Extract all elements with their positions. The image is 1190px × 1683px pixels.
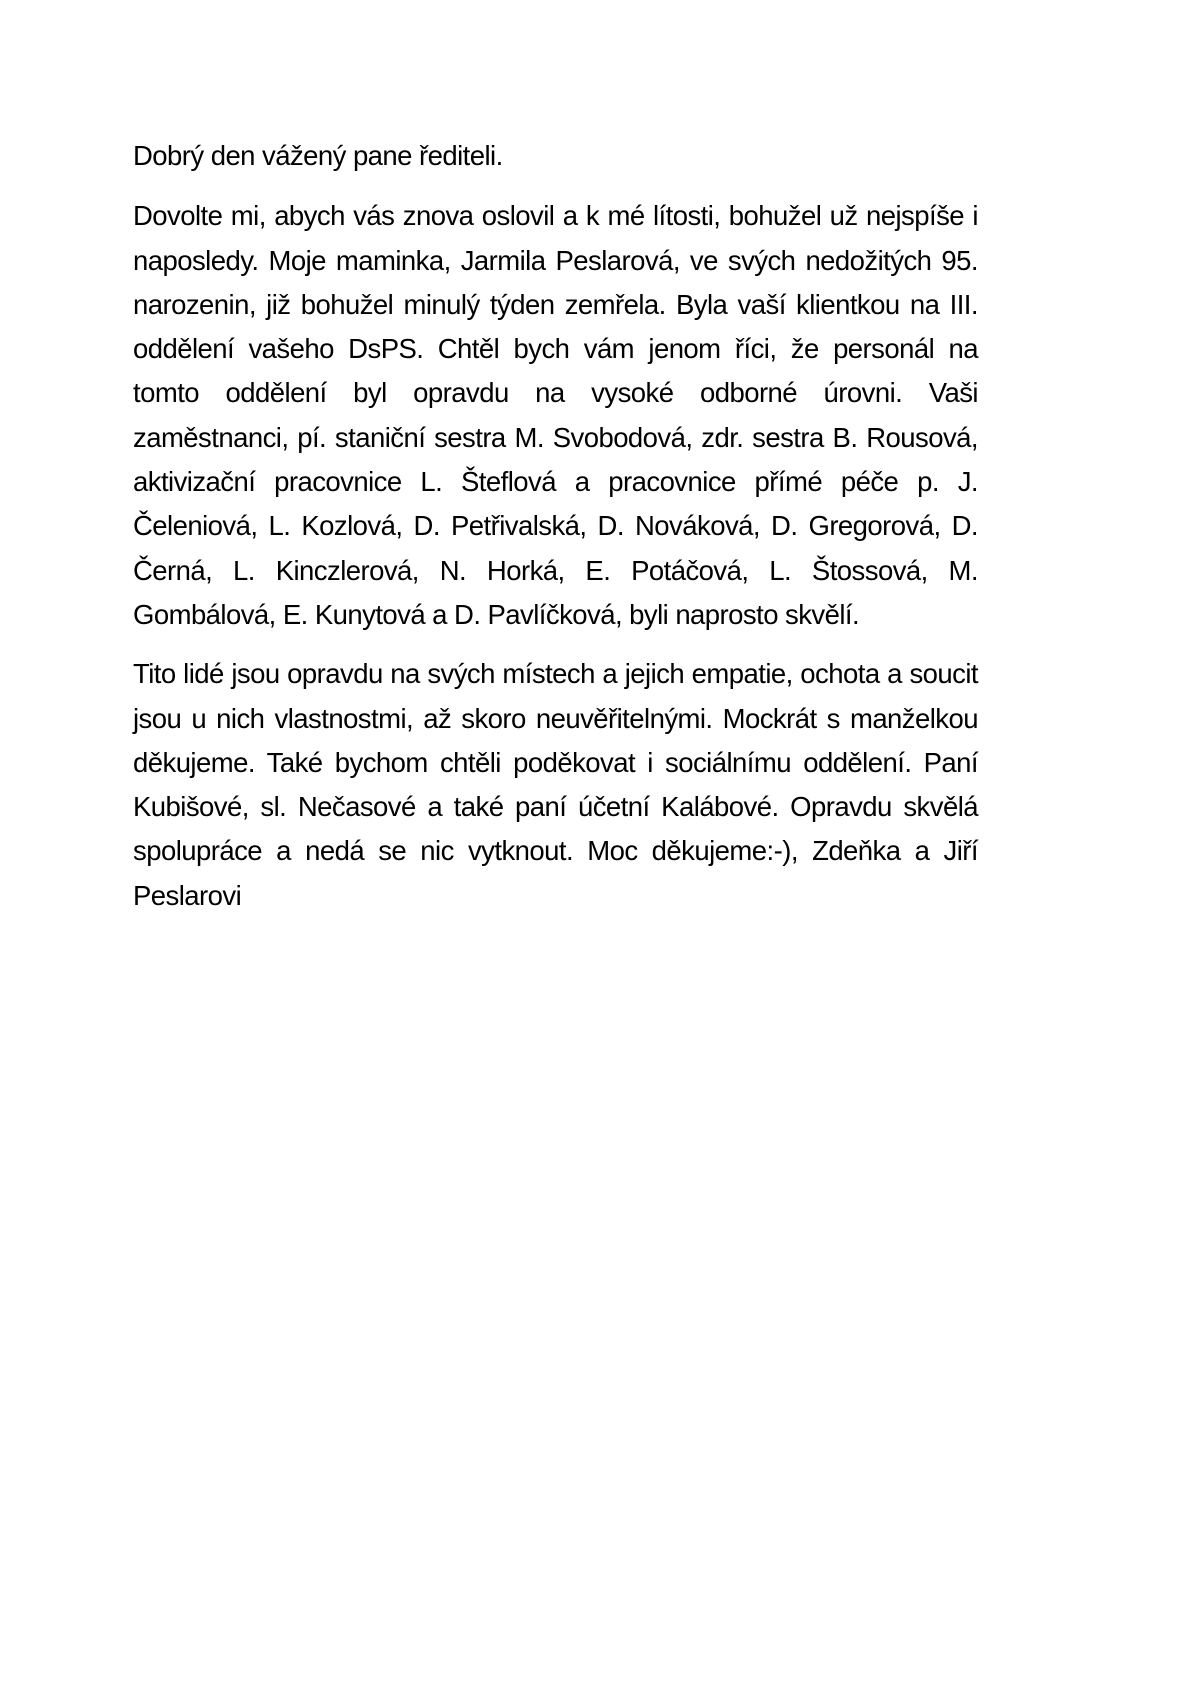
paragraph-staff-thanks: Dovolte mi, abych vás znova oslovil a k mé lítosti, bohužel už nejspíše i naposledy. Moje maminka, Jarmila Peslarová, ve svých nedožitých 95. narozenin, již bohužel minulý týden zemřela. Byla vaší klientkou na III. oddělení vašeho DsPS. Chtěl bych vám jenom říci, že personál na tomto oddělení byl opravdu na vysoké odborné úrovni. Vaši zaměstnanci, pí. staniční sestra M. Svobodová, zdr. sestra B. Rousová, aktivizační pracovnice L. Šteflová a pracovnice přímé péče p. J. Čeleniová, L. Kozlová, D. Petřivalská, D. Nováková, D. Gregorová, D. Černá, L. Kinczlerová, N. Horká, E. Potáčová, L. Štossová, M. Gombálová, E. Kunytová a D. Pavlíčková, byli naprosto skvělí.: [133, 200, 978, 630]
letter-body: [133, 134, 978, 933]
greeting: Dobrý den vážený pane řediteli.: [133, 140, 503, 171]
paragraph-closing: Tito lidé jsou opravdu na svých místech a jejich empatie, ochota a soucit jsou u nich vlastnostmi, až skoro neuvěřitelnými. Mockrát s manželkou děkujeme. Také bychom chtěli poděkovat i sociálnímu oddělení. Paní Kubišové, sl. Nečasové a také paní účetní Kalábové. Opravdu skvělá spolupráce a nedá se nic vytknout. Moc děkujeme:-), Zdeňka a Jiří Peslarovi: [133, 658, 978, 911]
